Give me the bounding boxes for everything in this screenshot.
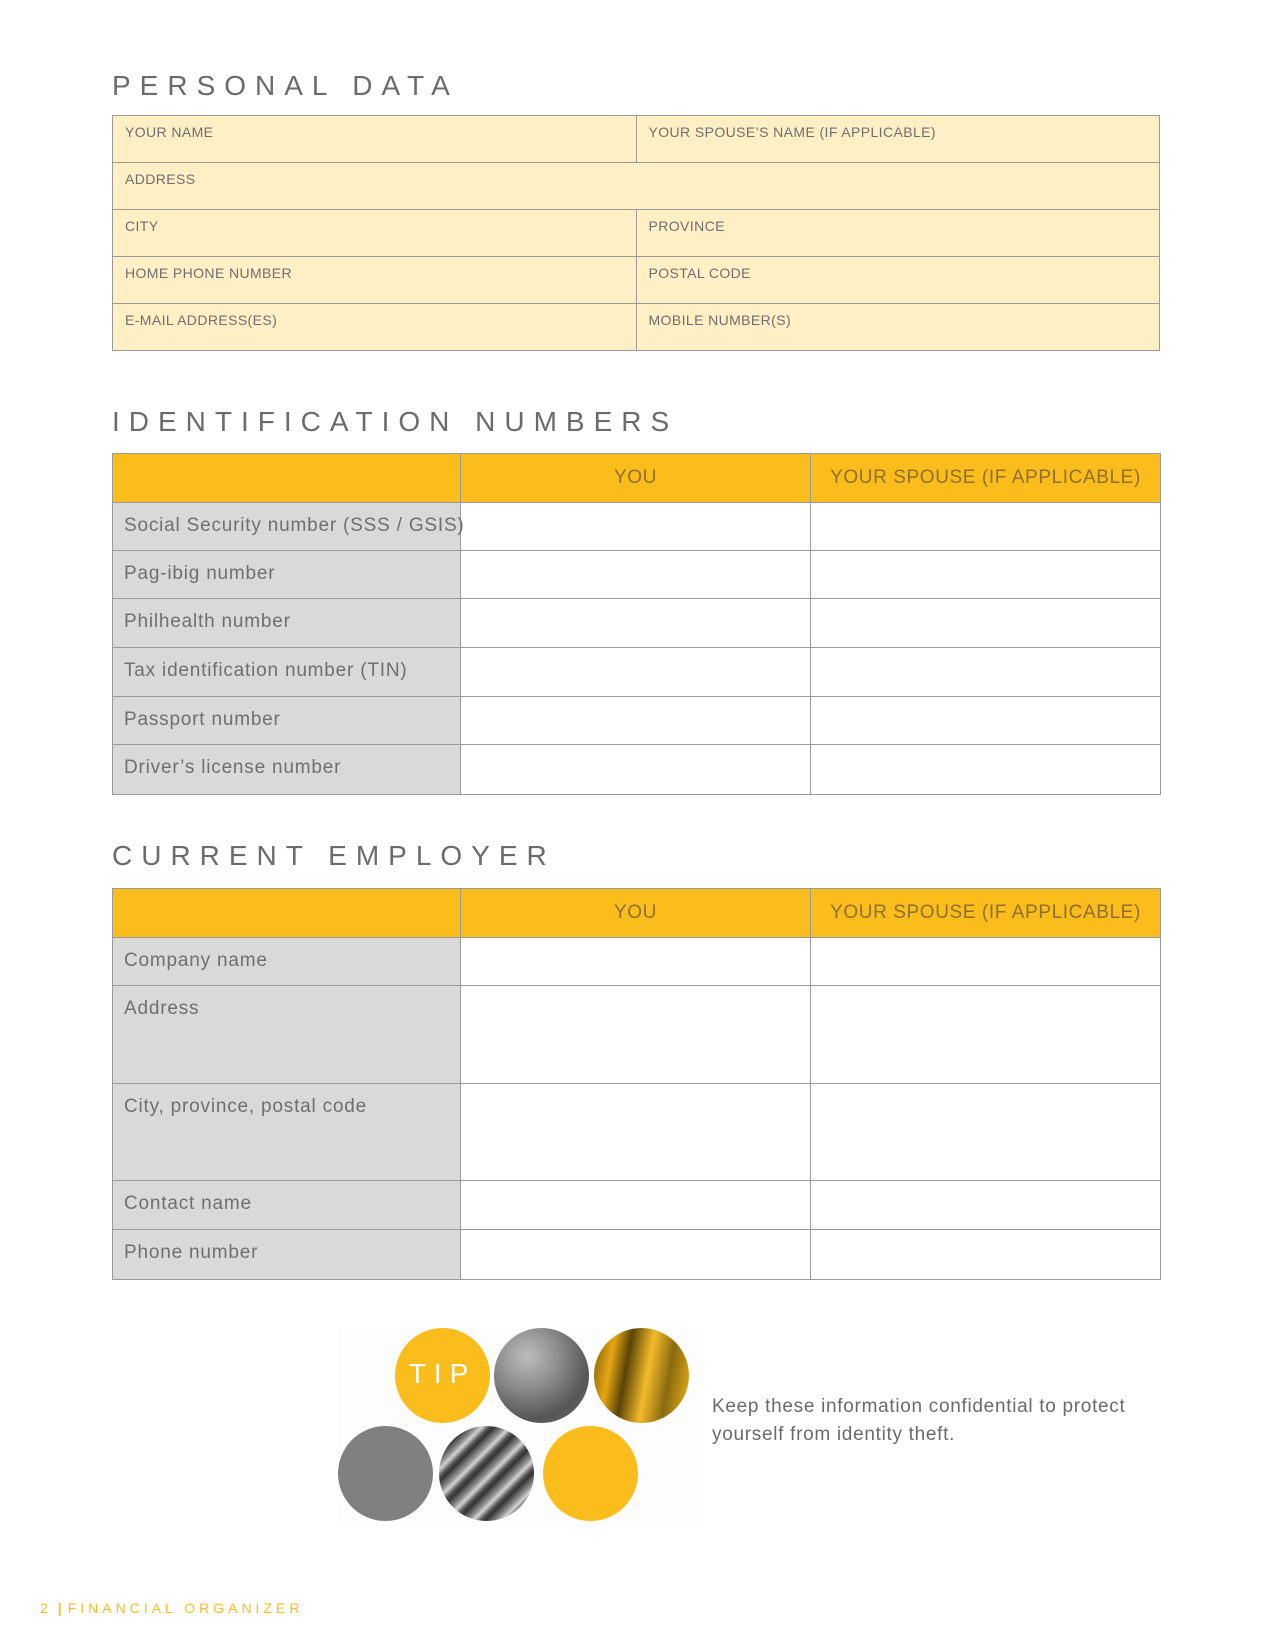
input-cell-you[interactable]	[461, 1084, 811, 1181]
input-cell-you[interactable]	[461, 1230, 811, 1280]
input-cell-you[interactable]	[461, 745, 811, 795]
home-phone-field[interactable]: HOME PHONE NUMBER	[113, 257, 637, 304]
your-name-field[interactable]: YOUR NAME	[113, 116, 637, 163]
mobile-field[interactable]: MOBILE NUMBER(S)	[636, 304, 1160, 351]
header-blank	[113, 889, 461, 938]
email-field[interactable]: E-MAIL ADDRESS(ES)	[113, 304, 637, 351]
row-label: Address	[113, 986, 461, 1084]
identification-title: IDENTIFICATION NUMBERS	[112, 406, 679, 437]
row-label: Tax identification number (TIN)	[113, 648, 461, 697]
input-cell-you[interactable]	[461, 986, 811, 1084]
input-cell-spouse[interactable]	[811, 599, 1161, 648]
footer-title: FINANCIAL ORGANIZER	[67, 1600, 304, 1616]
province-field[interactable]: PROVINCE	[636, 210, 1160, 257]
header-you: YOU	[461, 454, 811, 503]
input-cell-you[interactable]	[461, 551, 811, 599]
input-cell-spouse[interactable]	[811, 986, 1161, 1084]
input-cell-you[interactable]	[461, 599, 811, 648]
spouse-name-field[interactable]: YOUR SPOUSE’S NAME (IF APPLICABLE)	[636, 116, 1160, 163]
texture-circle-gray	[494, 1328, 589, 1423]
input-cell-you[interactable]	[461, 1181, 811, 1230]
input-cell-you[interactable]	[461, 938, 811, 986]
postal-code-field[interactable]: POSTAL CODE	[636, 257, 1160, 304]
input-cell-spouse[interactable]	[811, 1181, 1161, 1230]
tip-graphic	[338, 1328, 698, 1523]
footer-divider: |	[57, 1600, 62, 1616]
yellow-circle	[543, 1426, 638, 1521]
personal-data-table	[112, 115, 1160, 351]
header-you: YOU	[461, 889, 811, 938]
gray-circle	[338, 1426, 433, 1521]
input-cell-spouse[interactable]	[811, 697, 1161, 745]
input-cell-spouse[interactable]	[811, 551, 1161, 599]
row-label: Driver’s license number	[113, 745, 461, 795]
page-number: 2	[40, 1600, 52, 1616]
row-label: Contact name	[113, 1181, 461, 1230]
header-spouse: YOUR SPOUSE (IF APPLICABLE)	[811, 454, 1161, 503]
input-cell-spouse[interactable]	[811, 1084, 1161, 1181]
input-cell-spouse[interactable]	[811, 745, 1161, 795]
tip-badge-label: TIP	[408, 1358, 477, 1389]
personal-data-title: PERSONAL DATA	[112, 70, 459, 101]
page-footer	[40, 1600, 303, 1616]
input-cell-you[interactable]	[461, 648, 811, 697]
tip-badge-circle	[395, 1328, 490, 1423]
texture-circle-gold	[594, 1328, 689, 1423]
row-label: City, province, postal code	[113, 1084, 461, 1181]
row-label: Philhealth number	[113, 599, 461, 648]
input-cell-you[interactable]	[461, 503, 811, 551]
input-cell-spouse[interactable]	[811, 503, 1161, 551]
input-cell-spouse[interactable]	[811, 648, 1161, 697]
employer-title: CURRENT EMPLOYER	[112, 840, 556, 871]
identification-table	[112, 453, 1161, 795]
row-label: Social Security number (SSS / GSIS)	[113, 503, 461, 551]
city-field[interactable]: CITY	[113, 210, 637, 257]
input-cell-spouse[interactable]	[811, 938, 1161, 986]
employer-table	[112, 888, 1161, 1280]
row-label: Pag-ibig number	[113, 551, 461, 599]
input-cell-you[interactable]	[461, 697, 811, 745]
row-label: Company name	[113, 938, 461, 986]
address-field[interactable]: ADDRESS	[113, 163, 1160, 210]
header-blank	[113, 454, 461, 503]
texture-circle-stripes	[439, 1426, 534, 1521]
row-label: Phone number	[113, 1230, 461, 1280]
tip-text: Keep these information confidential to protect yourself from identity theft.	[712, 1396, 1126, 1445]
header-spouse: YOUR SPOUSE (IF APPLICABLE)	[811, 889, 1161, 938]
input-cell-spouse[interactable]	[811, 1230, 1161, 1280]
row-label: Passport number	[113, 697, 461, 745]
